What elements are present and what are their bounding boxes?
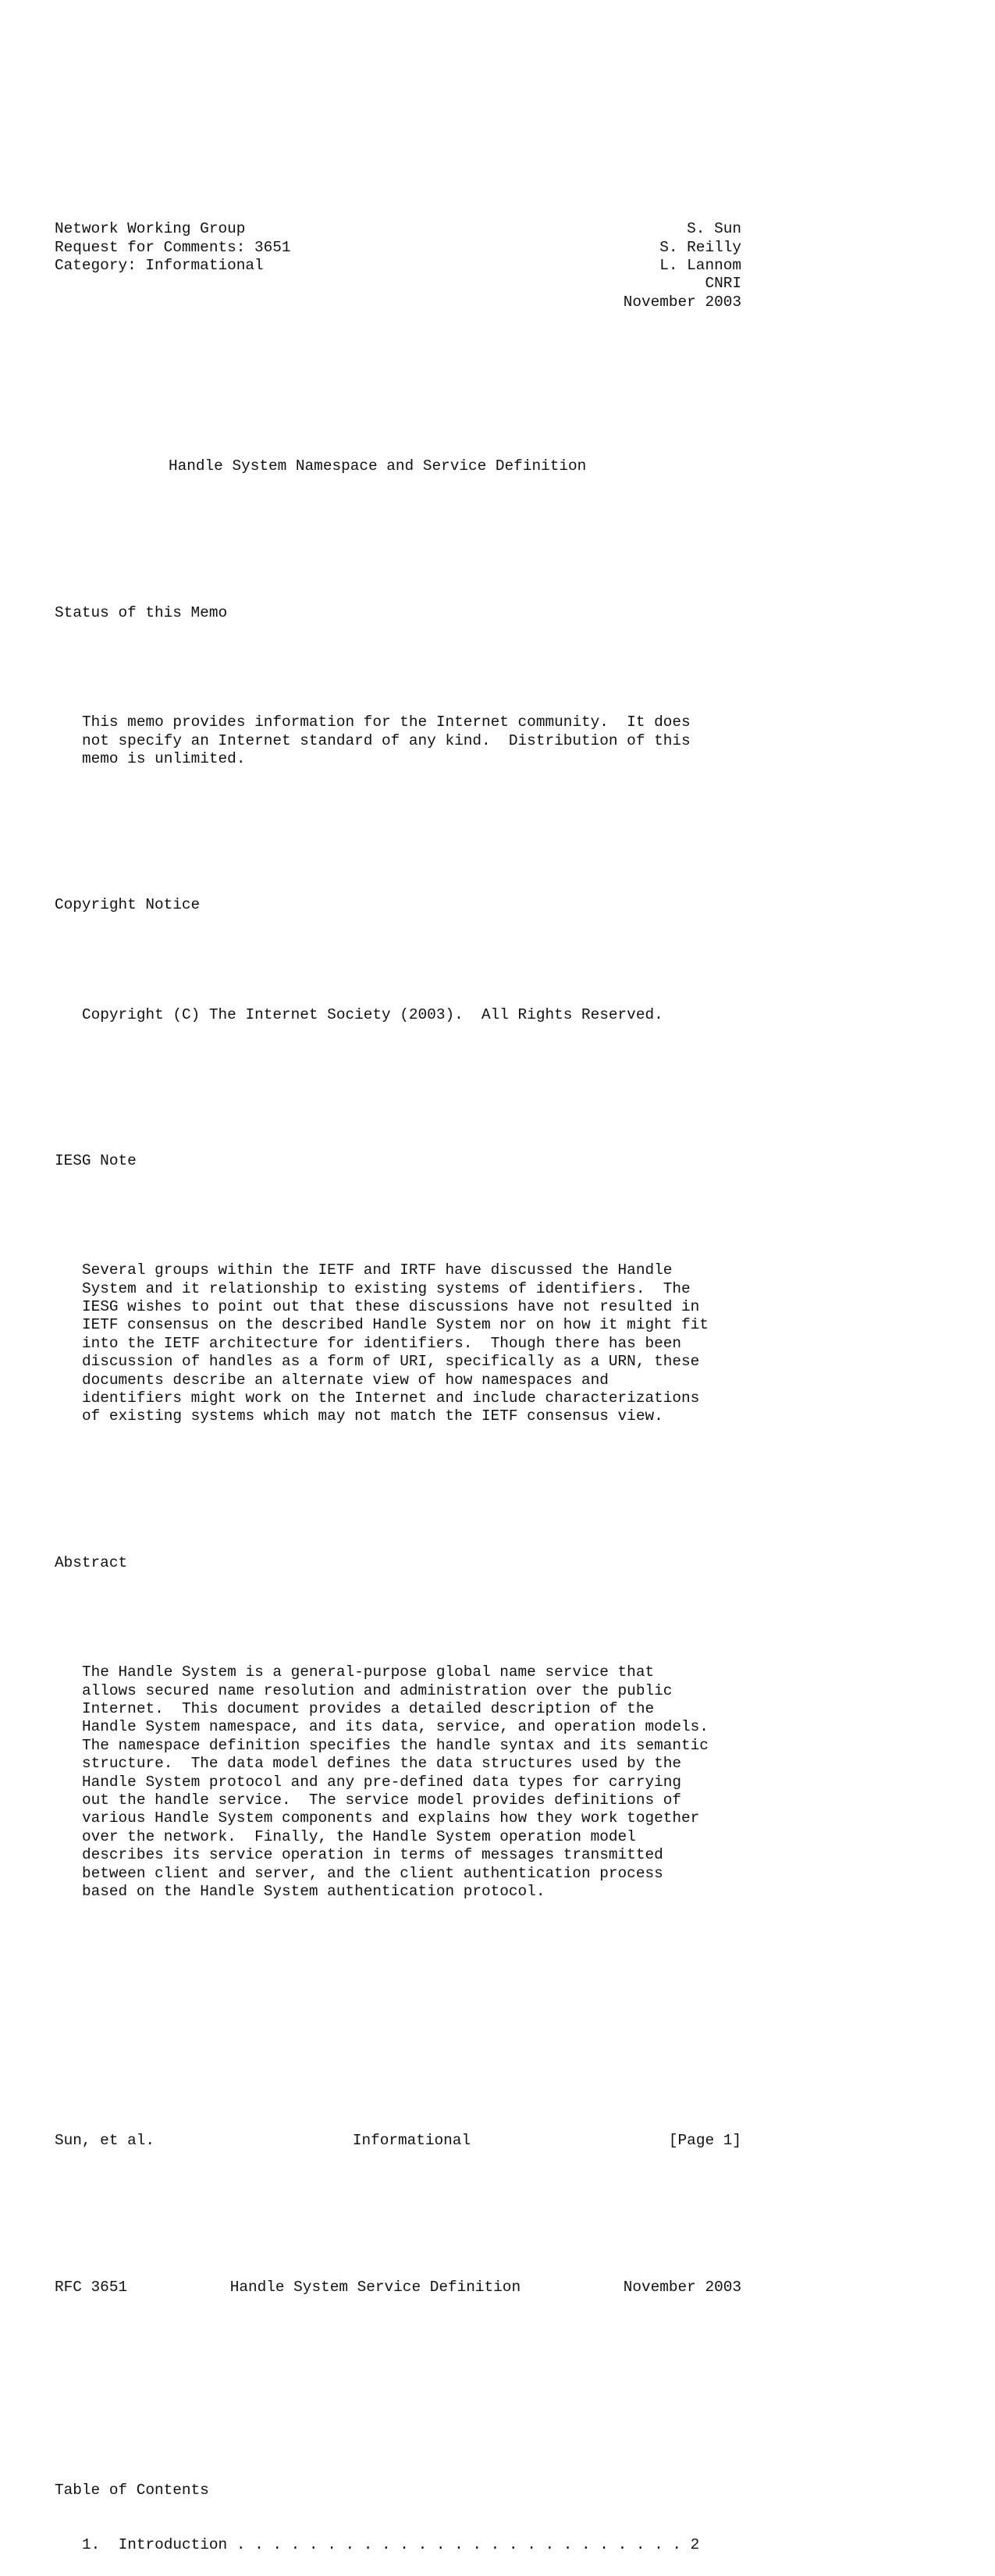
abstract-line: Handle System protocol and any pre-defined data types for carrying (82, 1773, 681, 1791)
toc-list (55, 2536, 741, 2554)
abstract-heading: Abstract (55, 1553, 128, 1571)
copyright-heading: Copyright Notice (55, 896, 201, 914)
iesg-line: documents describe an alternate view of how namespaces and (82, 1371, 609, 1389)
toc-entry-leader: . . . . . . . . . . . . . . . . . . . . . . . . . (227, 2536, 691, 2554)
author-reilly: S. Reilly (659, 238, 741, 256)
status-line: memo is unlimited. (82, 749, 246, 767)
abstract-line: The namespace definition specifies the handle syntax and its semantic (82, 1736, 709, 1754)
iesg-line: Several groups within the IETF and IRTF have discussed the Handle (82, 1261, 673, 1279)
page-footer (55, 2132, 741, 2150)
abstract-body (55, 1663, 741, 1901)
toc-heading: Table of Contents (55, 2481, 209, 2499)
abstract-line: over the network. Finally, the Handle System operation model (82, 1827, 636, 1845)
toc-entry-title: Introduction (118, 2536, 228, 2554)
status-body (55, 713, 741, 768)
status-line: not specify an Internet standard of any kind. Distribution of this (82, 731, 691, 749)
running-header (55, 2279, 741, 2297)
publication-date: November 2003 (623, 293, 741, 311)
iesg-line: IETF consensus on the described Handle System nor on how it might fit (82, 1316, 709, 1334)
copyright-line: Copyright (C) The Internet Society (2003). All Rights Reserved. (82, 1005, 663, 1023)
working-group-label: Network Working Group (55, 220, 246, 238)
running-header-title: Handle System Service Definition (229, 2278, 521, 2296)
abstract-line: out the handle service. The service model provides definitions of (82, 1791, 681, 1809)
document-title: Handle System Namespace and Service Definition (169, 457, 587, 475)
abstract-line: structure. The data model defines the data structures used by the (82, 1755, 681, 1773)
author-lannom: L. Lannom (659, 257, 741, 275)
iesg-line: discussion of handles as a form of URI, specifically as a URN, these (82, 1353, 700, 1371)
abstract-line: Internet. This document provides a detailed description of the (82, 1699, 655, 1717)
abstract-line: based on the Handle System authentication protocol. (82, 1883, 545, 1901)
iesg-line: of existing systems which may not match the IETF consensus view. (82, 1407, 663, 1425)
footer-page-number: [Page 1] (668, 2132, 741, 2150)
header-left-block (55, 220, 291, 275)
author-sun: S. Sun (687, 220, 741, 238)
rfc-number-label: Request for Comments: 3651 (55, 238, 291, 256)
iesg-line: IESG wishes to point out that these discussions have not resulted in (82, 1298, 700, 1316)
toc-entry-number: 1. (82, 2536, 101, 2554)
abstract-line: The Handle System is a general-purpose global name service that (82, 1663, 655, 1681)
header-right-block (624, 220, 741, 311)
abstract-line: allows secured name resolution and administration over the public (82, 1681, 673, 1699)
iesg-line: into the IETF architecture for identifiers. Though there has been (82, 1334, 681, 1352)
toc-entry[interactable] (82, 2536, 741, 2554)
running-header-date: November 2003 (623, 2278, 741, 2296)
category-label: Category: Informational (55, 257, 264, 275)
footer-category: Informational (352, 2132, 471, 2150)
abstract-line: various Handle System components and explains how they work together (82, 1809, 700, 1827)
iesg-line: System and it relationship to existing systems of identifiers. The (82, 1279, 691, 1297)
abstract-line: describes its service operation in terms of messages transmitted (82, 1846, 663, 1864)
iesg-line: identifiers might work on the Internet and include characterizations (82, 1389, 700, 1407)
rfc-document-page (55, 165, 741, 2576)
iesg-heading: IESG Note (55, 1151, 137, 1169)
status-line: This memo provides information for the Internet community. It does (82, 713, 691, 731)
iesg-body (55, 1261, 741, 1426)
document-header (55, 220, 741, 311)
running-header-rfc: RFC 3651 (55, 2278, 128, 2296)
organization: CNRI (705, 275, 741, 293)
footer-authors: Sun, et al. (55, 2132, 155, 2150)
status-heading: Status of this Memo (55, 603, 228, 621)
abstract-line: between client and server, and the client authentication process (82, 1864, 663, 1882)
toc-entry-page: 2 (690, 2536, 700, 2554)
copyright-body (55, 1006, 741, 1024)
abstract-line: Handle System namespace, and its data, service, and operation models. (82, 1718, 709, 1736)
